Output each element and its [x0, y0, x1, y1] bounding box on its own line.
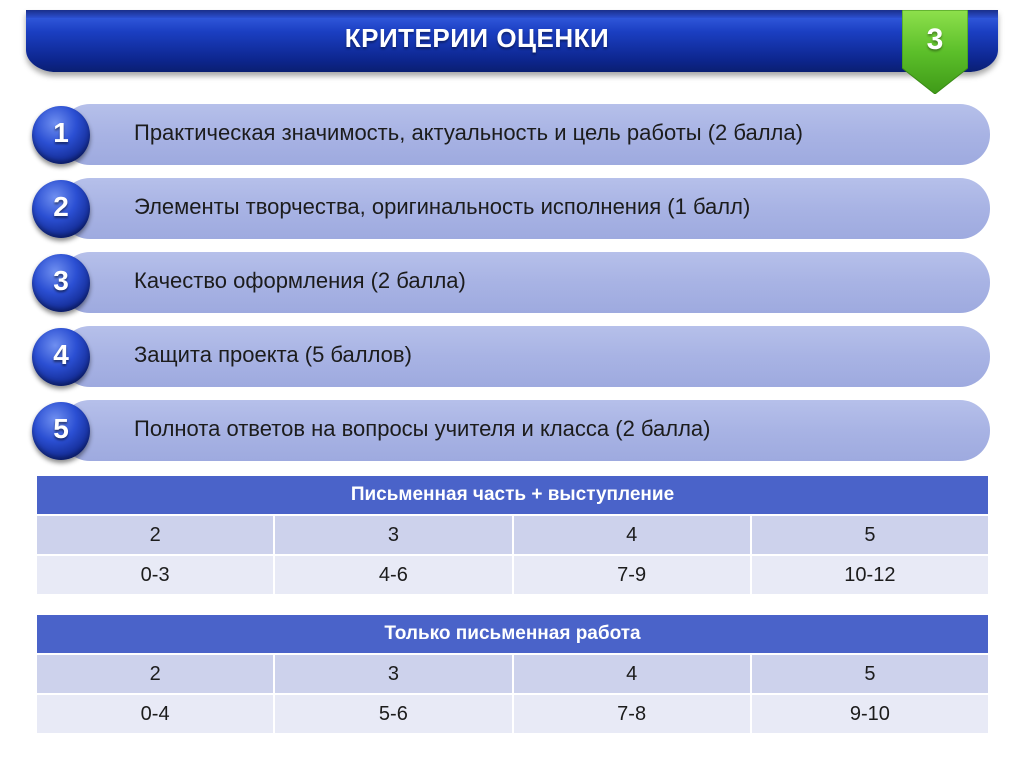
grade-cell: 2 [36, 515, 274, 555]
slide-number: 3 [926, 23, 944, 56]
range-cell: 5-6 [274, 694, 512, 734]
table-row-ranges [36, 555, 989, 595]
criterion-item [30, 178, 990, 239]
criterion-number-circle [32, 254, 90, 312]
criterion-bar [60, 252, 990, 313]
page-title: КРИТЕРИИ ОЦЕНКИ [344, 23, 610, 53]
grade-cell: 3 [274, 515, 512, 555]
criterion-number-circle [32, 180, 90, 238]
table-title: Только письменная работа [36, 614, 989, 654]
criterion-bar [60, 400, 990, 461]
criterion-number: 4 [53, 339, 69, 370]
score-table-written-only [35, 613, 990, 735]
criterion-text: Полнота ответов на вопросы учителя и класса (2 балла) [134, 416, 711, 441]
title-banner [26, 10, 998, 72]
range-cell: 10-12 [751, 555, 989, 595]
criterion-number-circle [32, 106, 90, 164]
grade-cell: 5 [751, 515, 989, 555]
table-row-grades [36, 654, 989, 694]
criterion-text: Защита проекта (5 баллов) [134, 342, 412, 367]
range-cell: 0-4 [36, 694, 274, 734]
criteria-list [30, 104, 990, 474]
grade-cell: 4 [513, 654, 751, 694]
grade-cell: 4 [513, 515, 751, 555]
table-title: Письменная часть + выступление [36, 475, 989, 515]
range-cell: 7-9 [513, 555, 751, 595]
criterion-item [30, 326, 990, 387]
slide-number-badge [902, 10, 968, 94]
criterion-item [30, 400, 990, 461]
range-cell: 7-8 [513, 694, 751, 734]
criterion-number: 5 [53, 413, 69, 444]
criterion-number-circle [32, 328, 90, 386]
criterion-text: Элементы творчества, оригинальность исполнения (1 балл) [134, 194, 751, 219]
criterion-number: 2 [53, 191, 69, 222]
criterion-text: Качество оформления (2 балла) [134, 268, 466, 293]
criterion-text: Практическая значимость, актуальность и цель работы (2 балла) [134, 120, 803, 145]
range-cell: 4-6 [274, 555, 512, 595]
range-cell: 0-3 [36, 555, 274, 595]
table-row-grades [36, 515, 989, 555]
table-row-ranges [36, 694, 989, 734]
range-cell: 9-10 [751, 694, 989, 734]
grade-cell: 5 [751, 654, 989, 694]
grade-cell: 2 [36, 654, 274, 694]
criterion-item [30, 104, 990, 165]
criterion-bar [60, 326, 990, 387]
score-table-written-and-speech [35, 474, 990, 596]
criterion-number-circle [32, 402, 90, 460]
criterion-number: 1 [53, 117, 69, 148]
criterion-bar [60, 104, 990, 165]
criterion-number: 3 [53, 265, 69, 296]
criterion-bar [60, 178, 990, 239]
grade-cell: 3 [274, 654, 512, 694]
criterion-item [30, 252, 990, 313]
